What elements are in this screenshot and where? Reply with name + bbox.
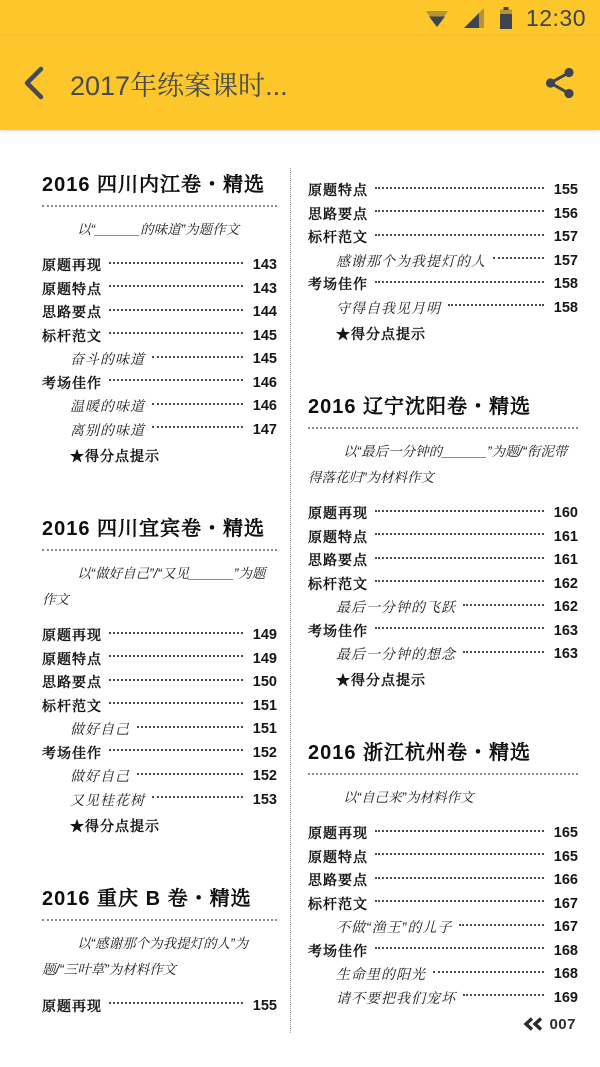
toc-entry-page: 147 <box>252 421 277 438</box>
toc-entry <box>308 277 578 292</box>
dot-leader <box>152 356 243 358</box>
toc-entry <box>308 624 578 639</box>
toc-entry-page: 151 <box>252 697 277 714</box>
dot-leader <box>152 796 243 798</box>
toc-entry-label: 离别的味道 <box>70 421 145 438</box>
toc-entry-label: 最后一分钟的想念 <box>336 646 456 663</box>
toc-entry <box>42 376 277 391</box>
toc-entry-label: 奋斗的味道 <box>70 351 145 368</box>
toc-entry-label: 温暖的味道 <box>70 398 145 415</box>
dot-leader <box>109 285 243 287</box>
toc-entry <box>308 577 578 592</box>
toc-entry-label: 不做“渔王”的儿子 <box>336 919 453 936</box>
dot-leader <box>109 679 243 681</box>
toc-entry <box>42 675 277 690</box>
toc-entry-page: 161 <box>553 528 578 545</box>
toc-entry-label: 生命里的阳光 <box>336 966 426 983</box>
section-subtitle: 以“感谢那个为我提灯的人”为题/“三叶草”为材料作文 <box>42 935 249 978</box>
toc-entry-page: 149 <box>252 627 277 644</box>
toc-entry <box>308 673 578 688</box>
section-subtitle: 以“做好自己”/“又见______”为题作文 <box>42 565 266 608</box>
toc-entry-label: 标杆范文 <box>42 697 102 714</box>
toc-entry-label: ★得分点提示 <box>70 447 160 464</box>
toc-entry <box>42 769 277 784</box>
section-title: 2016 重庆 B 卷・精选 <box>42 882 277 921</box>
toc-entry-page: 158 <box>553 299 578 316</box>
toc-entry-label: 原题特点 <box>42 650 102 667</box>
toc-entry <box>308 553 578 568</box>
dot-leader <box>109 1002 243 1004</box>
dot-leader <box>375 187 544 189</box>
dot-leader <box>152 426 243 428</box>
dot-leader <box>433 971 544 973</box>
toc-entry-label: 考场佳作 <box>42 744 102 761</box>
dot-leader <box>375 557 544 559</box>
toc-section <box>308 168 578 342</box>
toc-entry <box>42 258 277 273</box>
toc-entry-label: 标杆范文 <box>308 895 368 912</box>
document-page[interactable] <box>0 130 600 1033</box>
dot-leader <box>137 773 243 775</box>
toc-section <box>308 736 578 1006</box>
dot-leader <box>137 726 243 728</box>
toc-entry <box>308 873 578 888</box>
toc-entry-page: 168 <box>553 966 578 983</box>
toc-entry-page: 145 <box>252 327 277 344</box>
dot-leader <box>375 281 544 283</box>
toc-entry-page: 161 <box>553 552 578 569</box>
toc-entry <box>42 282 277 297</box>
toc-entry <box>42 628 277 643</box>
toc-entry <box>308 991 578 1006</box>
toc-entry-label: 守得自我见月明 <box>336 299 441 316</box>
toc-entry <box>308 944 578 959</box>
toc-entry-label: ★得分点提示 <box>336 672 426 689</box>
toc-entry <box>308 850 578 865</box>
toc-entry-label: 原题特点 <box>308 848 368 865</box>
toc-entry-label: 感谢那个为我提灯的人 <box>336 252 486 269</box>
toc-entry-label: 考场佳作 <box>308 622 368 639</box>
dot-leader <box>109 702 243 704</box>
dot-leader <box>109 749 243 751</box>
dot-leader <box>375 830 544 832</box>
toc-entry-label: 原题再现 <box>308 505 368 522</box>
toc-entry-label: 原题再现 <box>42 257 102 274</box>
toc-entry-page: 165 <box>553 848 578 865</box>
toc-entry-page: 145 <box>252 351 277 368</box>
toc-entry-list <box>308 506 578 688</box>
toc-entry-label: 思路要点 <box>308 552 368 569</box>
section-subtitle: 以“自己来”为材料作文 <box>343 790 474 806</box>
dot-leader <box>375 510 544 512</box>
toc-entry-label: ★得分点提示 <box>336 325 426 342</box>
toc-entry-page: 168 <box>553 942 578 959</box>
toc-entry-page: 152 <box>252 744 277 761</box>
toc-entry-page: 163 <box>553 622 578 639</box>
toc-entry-label: 思路要点 <box>42 304 102 321</box>
toc-entry-page: 155 <box>553 182 578 198</box>
dot-leader <box>375 947 544 949</box>
double-chevron-left-icon <box>523 1017 545 1031</box>
toc-entry <box>308 506 578 521</box>
section-subtitle: 以“最后一分钟的______”为题/“衔泥带得落花归”为材料作文 <box>308 443 568 485</box>
toc-entry-page: 153 <box>252 791 277 808</box>
dot-leader <box>375 877 544 879</box>
back-button[interactable] <box>22 63 56 103</box>
dot-leader <box>109 379 243 381</box>
dot-leader <box>375 234 544 236</box>
page-title: 2017年练案课时... <box>70 70 288 101</box>
toc-entry-label: 请不要把我们宠坏 <box>336 989 456 1006</box>
dot-leader <box>109 632 243 634</box>
dot-leader <box>375 580 544 582</box>
share-button[interactable] <box>540 63 580 103</box>
toc-entry-page: 156 <box>553 205 578 222</box>
section-title: 2016 四川内江卷・精选 <box>42 168 277 207</box>
toc-entry-page: 167 <box>553 895 578 912</box>
dot-leader <box>109 309 243 311</box>
dot-leader <box>375 900 544 902</box>
toc-section <box>42 168 277 464</box>
status-bar <box>0 0 600 36</box>
toc-entry <box>308 301 578 316</box>
toc-entry <box>42 449 277 464</box>
toc-entry-label: 原题再现 <box>308 825 368 842</box>
toc-entry-page: 143 <box>252 280 277 297</box>
wifi-icon <box>425 7 449 29</box>
dot-leader <box>493 257 544 259</box>
toc-entry-list <box>42 999 277 1014</box>
toc-entry-page: 151 <box>252 721 277 738</box>
dot-leader <box>448 304 544 306</box>
toc-section <box>308 390 578 689</box>
toc-entry <box>308 826 578 841</box>
dot-leader <box>375 210 544 212</box>
dot-leader <box>152 403 243 405</box>
toc-entry <box>308 600 578 615</box>
toc-entry <box>308 327 578 342</box>
toc-entry <box>308 967 578 982</box>
toc-entry-label: 思路要点 <box>42 674 102 691</box>
toc-entry-page: 160 <box>553 505 578 522</box>
toc-entry-page: 146 <box>252 374 277 391</box>
battery-icon <box>499 6 513 30</box>
toc-entry <box>42 819 277 834</box>
toc-entry-label: 又见桂花树 <box>70 791 145 808</box>
toc-entry-list <box>308 183 578 342</box>
dot-leader <box>463 604 544 606</box>
toc-entry <box>308 230 578 245</box>
toc-entry-page: 155 <box>252 997 277 1014</box>
toc-entry-page: 157 <box>553 252 578 269</box>
toc-entry-label: 原题特点 <box>308 182 368 198</box>
toc-entry <box>308 183 578 198</box>
toc-entry-label: 思路要点 <box>308 205 368 222</box>
toc-entry-page: 162 <box>553 599 578 616</box>
toc-entry <box>42 793 277 808</box>
toc-entry-page: 166 <box>553 872 578 889</box>
toc-entry <box>42 352 277 367</box>
section-title: 2016 四川宜宾卷・精选 <box>42 512 277 551</box>
toc-entry <box>42 305 277 320</box>
toc-section <box>42 512 277 834</box>
toc-entry-page: 150 <box>252 674 277 691</box>
share-icon <box>544 66 576 100</box>
toc-entry <box>42 423 277 438</box>
toc-entry-page: 163 <box>553 646 578 663</box>
status-clock: 12:30 <box>525 4 586 31</box>
toc-entry <box>42 329 277 344</box>
toc-entry-label: 考场佳作 <box>42 374 102 391</box>
toc-entry <box>42 999 277 1014</box>
toc-entry <box>42 722 277 737</box>
left-column <box>42 168 290 1033</box>
back-chevron-icon <box>22 65 46 101</box>
toc-entry <box>42 699 277 714</box>
toc-entry <box>42 399 277 414</box>
toc-entry <box>42 746 277 761</box>
toc-entry <box>308 647 578 662</box>
toc-entry <box>42 652 277 667</box>
toc-entry-page: 158 <box>553 276 578 292</box>
toc-entry-page: 165 <box>553 825 578 842</box>
toc-entry-label: 原题再现 <box>42 627 102 644</box>
toc-entry-page: 157 <box>553 229 578 245</box>
toc-entry-label: ★得分点提示 <box>70 817 160 834</box>
toc-entry-label: 原题特点 <box>42 280 102 297</box>
section-title: 2016 辽宁沈阳卷・精选 <box>308 390 578 429</box>
footer-page-number: 007 <box>549 1015 576 1033</box>
toc-entry-page: 149 <box>252 650 277 667</box>
toc-entry-page: 169 <box>553 989 578 1006</box>
toc-entry-label: 做好自己 <box>70 768 130 785</box>
app-bar <box>0 36 600 130</box>
toc-entry-page: 143 <box>252 257 277 274</box>
toc-entry-list <box>308 826 578 1006</box>
footer-page-marker <box>308 1016 578 1033</box>
toc-entry-page: 144 <box>252 304 277 321</box>
toc-entry <box>308 530 578 545</box>
dot-leader <box>375 853 544 855</box>
section-title: 2016 浙江杭州卷・精选 <box>308 736 578 775</box>
toc-entry-page: 162 <box>553 575 578 592</box>
toc-entry <box>308 207 578 222</box>
toc-entry-label: 最后一分钟的飞跃 <box>336 599 456 616</box>
dot-leader <box>459 924 544 926</box>
toc-entry-page: 146 <box>252 398 277 415</box>
dot-leader <box>109 655 243 657</box>
toc-entry-list <box>42 628 277 834</box>
toc-entry-label: 原题特点 <box>308 528 368 545</box>
toc-entry <box>308 897 578 912</box>
toc-entry-page: 167 <box>553 919 578 936</box>
toc-entry-label: 原题再现 <box>42 997 102 1014</box>
dot-leader <box>463 994 544 996</box>
toc-entry <box>308 254 578 269</box>
dot-leader <box>109 262 243 264</box>
toc-entry-label: 考场佳作 <box>308 942 368 959</box>
toc-entry-label: 标杆范文 <box>308 229 368 245</box>
toc-entry-label: 考场佳作 <box>308 276 368 292</box>
cellular-signal-icon <box>462 7 486 29</box>
toc-entry-label: 做好自己 <box>70 721 130 738</box>
dot-leader <box>463 651 544 653</box>
dot-leader <box>375 627 544 629</box>
toc-section <box>42 882 277 1014</box>
dot-leader <box>375 533 544 535</box>
toc-entry <box>308 920 578 935</box>
right-column <box>291 168 578 1033</box>
toc-entry-list <box>42 258 277 464</box>
toc-entry-label: 思路要点 <box>308 872 368 889</box>
toc-entry-page: 152 <box>252 768 277 785</box>
dot-leader <box>109 332 243 334</box>
toc-entry-label: 标杆范文 <box>308 575 368 592</box>
section-subtitle: 以“______的味道”为题作文 <box>77 222 240 237</box>
toc-entry-label: 标杆范文 <box>42 327 102 344</box>
